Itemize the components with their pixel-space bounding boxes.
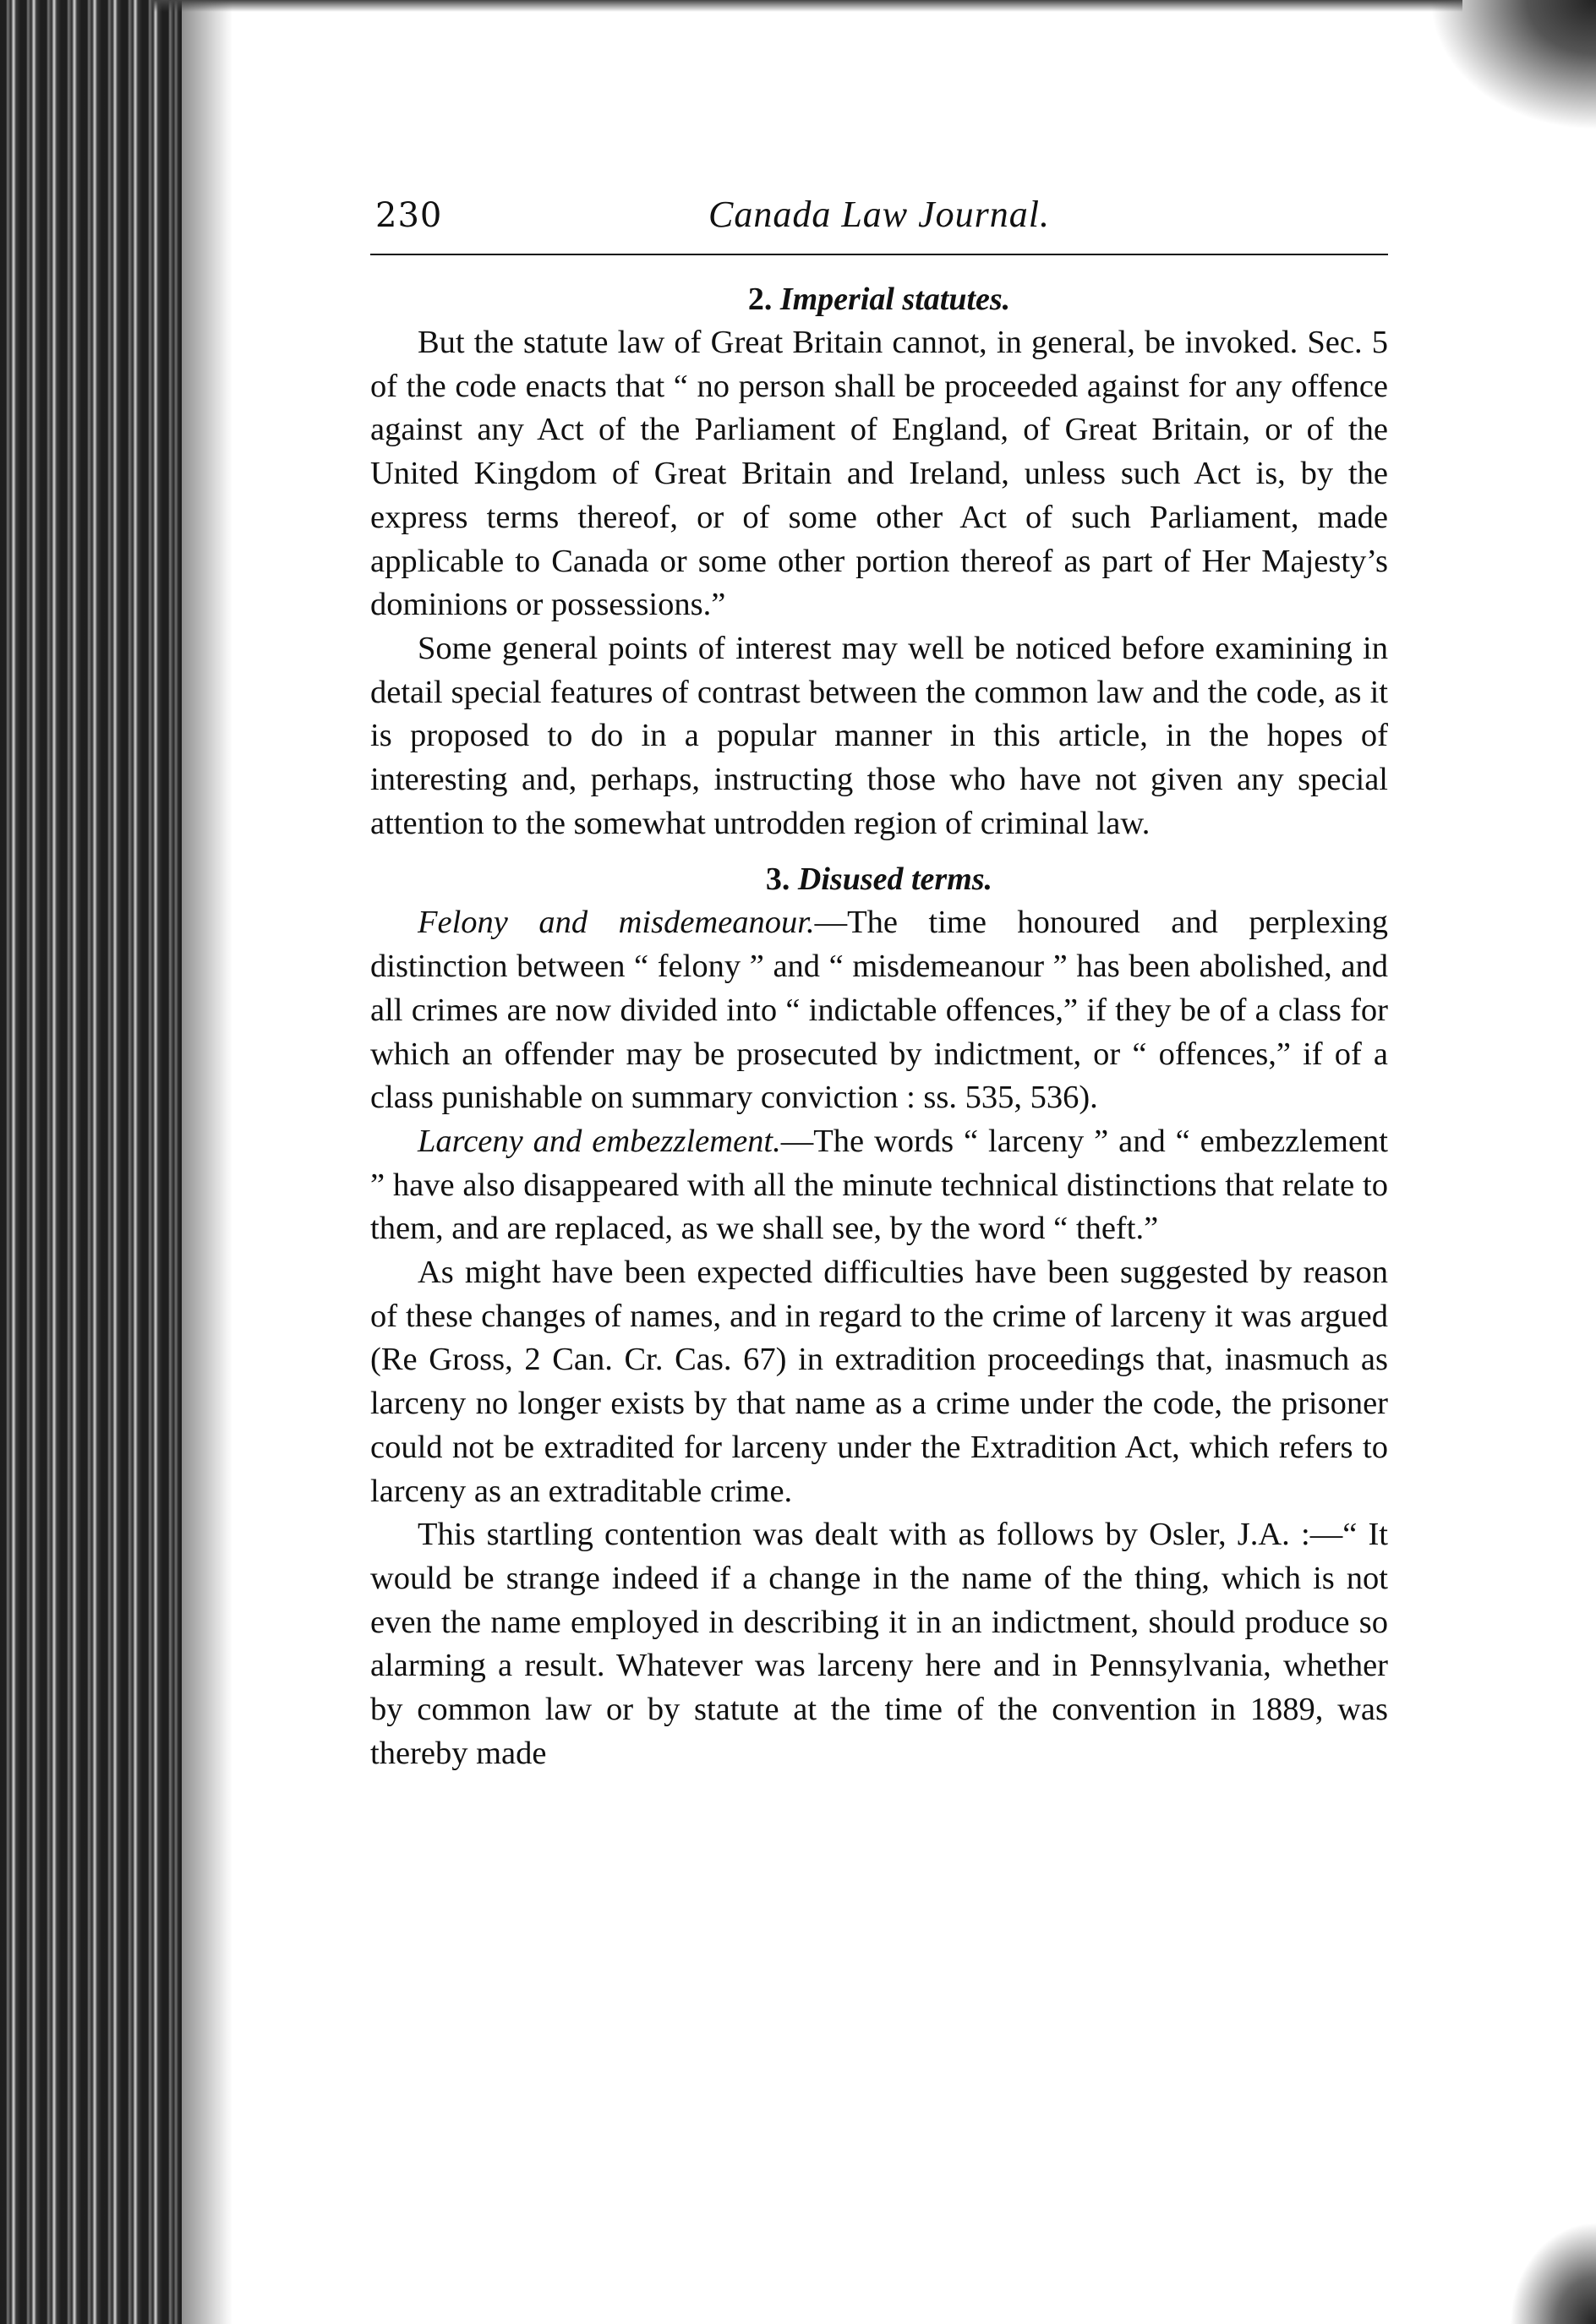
paragraph: Larceny and embezzlement.—The words “ larceny ” and “ embezzlement ” have also disappeared with all the minute technical distinctions that relate to them, and are replaced, as we shall see, by the word “ theft.” — [370, 1123, 1388, 1247]
section-heading-imperial-statutes: 2. Imperial statutes. — [747, 282, 1011, 317]
paragraph: This startling contention was dealt with as follows by Osler, J.A. :—“ It would be strange indeed if a change in the name of the thing, which is not even the name employed in describing it in an indictment, should produce so alarming a result. Whatever was larceny here and in Pennsylvania, whether by common law or by statute at the time of the convention in 1889, was thereby made — [370, 1517, 1388, 1771]
page-top-edge-shadow — [152, 0, 1462, 12]
run-in-heading: Felony and misdemeanour. — [418, 905, 815, 941]
paragraph: As might have been expected difficulties have been suggested by reason of these changes of names, and in regard to the crime of larceny it was argued (Re Gross, 2 Can. Cr. Cas. 67) in extradition proceedings that, inasmuch as larceny no longer exists by that name as a crime under the code, the prisoner could not be extradited for larceny under the Extradition Act, which refers to larceny as an extraditable crime. — [370, 1255, 1388, 1509]
paragraph: Felony and misdemeanour.—The time honoured and perplexing distinction between “ felony ” and “ misdemeanour ” has been abolished, and all crimes are now divided into “ indictable offences,” if they be of a class for which an offender may be prosecuted by indictment, or “ offences,” if of a class punishable on summary conviction : ss. 535, 536). — [370, 905, 1388, 1116]
page-corner-shadow-top-right — [1402, 0, 1596, 152]
printed-page — [370, 188, 1388, 1776]
page-number: 230 — [375, 196, 443, 235]
running-head — [370, 188, 1388, 255]
paragraph: But the statute law of Great Britain cannot, in general, be invoked. Sec. 5 of the code enacts that “ no person shall be proceeded against for any offence against any Act of the Parliament of England, of Great Britain, or of the United Kingdom of Great Britain and Ireland, unless such Act is, by the express terms thereof, or of some other Act of such Parliament, made applicable to Canada or some other portion thereof as part of Her Majesty’s dominions or possessions.” — [370, 325, 1388, 623]
page-corner-shadow-bottom-right — [1503, 2214, 1596, 2324]
article-body — [370, 277, 1388, 1776]
section-heading-disused-terms: 3. Disused terms. — [765, 861, 993, 898]
journal-title: Canada Law Journal. — [708, 194, 1051, 235]
run-in-heading: Larceny and embezzlement. — [418, 1123, 781, 1159]
book-binding-shadow — [0, 0, 182, 2324]
paragraph: Some general points of interest may well be noticed before examining in detail special features of contrast between the common law and the code, as it is proposed to do in a popular manner in this article, in the hopes of interesting and, perhaps, instructing those who have not given any special attention to the somewhat untrodden region of criminal law. — [370, 630, 1388, 841]
